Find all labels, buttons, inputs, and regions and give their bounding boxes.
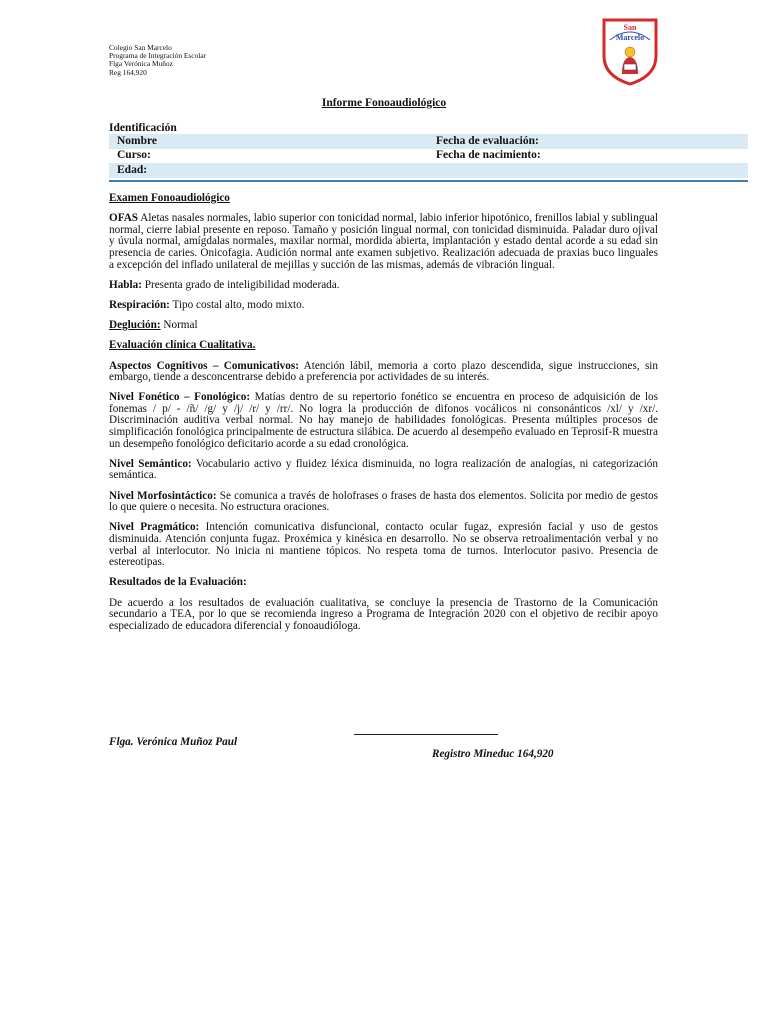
results-heading: Resultados de la Evaluación: (109, 576, 247, 589)
semantico-label: Nivel Semántico: (109, 457, 192, 470)
deglucion-text: Normal (160, 319, 198, 332)
name-label: Nombre (117, 134, 158, 147)
ofas-label: OFAS (109, 212, 139, 225)
habla-paragraph (109, 280, 658, 292)
cognitivos-label: Aspectos Cognitivos – Comunicativos: (109, 359, 299, 372)
ident-row (109, 163, 748, 178)
fonetico-paragraph (109, 392, 658, 450)
results-paragraph: De acuerdo a los resultados de evaluación cualitativa, se concluye la presencia de Trastorno de la Comunicación secundario a TEA, por lo que se recomienda ingreso a Programa de Integración 2020 con el objetivo de recibir apoyo especializado de educadora diferencial y fonoaudióloga. (109, 596, 658, 632)
signature-name: Flga. Verónica Muñoz Paul (109, 736, 238, 748)
birth-date-label: Fecha de nacimiento: (436, 149, 541, 161)
respiracion-text: Tipo costal alto, modo mixto. (169, 298, 305, 311)
identification-heading: Identificación (109, 122, 177, 134)
fonetico-label: Nivel Fonético – Fonológico: (109, 391, 251, 404)
ident-row (109, 134, 748, 149)
habla-text: Presenta grado de inteligibilidad moderada. (141, 278, 340, 291)
morfo-text: Se comunica a través de holofrases o frases de hasta dos elementos. Solicita por medio de gestos lo que quiere o necesita. No estructura oraciones. (109, 489, 658, 514)
semantico-paragraph (109, 459, 658, 482)
evaluation-heading: Evaluación clínica Cualitativa. (109, 339, 256, 352)
logo-text-top: San (623, 23, 637, 32)
respiracion-label: Respiración: (109, 298, 170, 311)
school-name: Colegio San Marcelo (109, 43, 172, 52)
table-divider (109, 180, 748, 182)
exam-heading: Examen Fonoaudiológico (109, 192, 230, 204)
cognitivos-paragraph (109, 361, 658, 384)
fonetico-text: Matías dentro de su repertorio fonético se encuentra en proceso de adquisición de los fonemas / p/ - /ñ/ /g/ y /j/ /r/ y /rr/. No logra la producción de difonos vocálicos ni consonánticos /xl/ y /xr/. Discriminación auditiva verbal normal. No hay manejo de habilidades fonológicas. Presenta múltiples procesos de simplificación fonológica principalmente de estructura silábica. De acuerdo al desempeño evaluado en Teprosif-R muestra un desempeño fonológico deficitario acorde a su edad cronológica. (109, 391, 659, 450)
ident-row (109, 149, 748, 164)
eval-date-label: Fecha de evaluación: (436, 134, 539, 147)
school-header (109, 44, 206, 77)
pragmatico-text: Intención comunicativa disfuncional, contacto ocular fugaz, expresión facial y uso de gestos disminuida. Atención conjunta fugaz. Proxémica y kinésica en desarrollo. No se observa retroalimentación verbal y no verbal al interlocutor. No inicia ni mantiene tópicos. No respeta toma de turnos. Interlocutor pasivo. Presencia de estereotipas. (109, 521, 658, 569)
habla-label: Habla: (109, 278, 142, 291)
logo-text-bottom: Marcelo (615, 33, 645, 42)
school-logo-icon (600, 16, 660, 86)
age-label: Edad: (117, 163, 148, 176)
report-body (109, 193, 658, 641)
course-label: Curso: (117, 149, 151, 161)
ofas-text: Aletas nasales normales, labio superior con tonicidad normal, labio inferior hipotónico, frenillos labial y sublingual normal, cierre labial presente en reposo. Tamaño y posición lingual normal, con tonicidad disminuida. Paladar duro ojival y úvula normal, amígdalas normales, maxilar normal, mordida abierta, implantación y estado dental acorde a su edad sin presencia de caries. Onicofagia. Audición normal ante examen subjetivo. Realización adecuada de praxias buco linguales a excepción del inflado unilateral de mejillas y succión de las mismas, además de vibración lingual. (109, 212, 658, 271)
identification-table (109, 134, 748, 178)
deglucion-label: Deglución: (109, 319, 161, 332)
registration-number: Reg 164,920 (109, 67, 147, 77)
pragmatico-paragraph (109, 522, 658, 568)
report-title: Informe Fonoaudiológico (321, 97, 447, 109)
signature-registration: Registro Mineduc 164,920 (432, 748, 554, 760)
respiracion-paragraph (109, 300, 658, 312)
cognitivos-text: Atención lábil, memoria a corto plazo descendida, sigue instrucciones, sin embargo, tiende a desconcentrarse debido a preferencia por actividades de su interés. (109, 359, 658, 384)
signature-line (354, 734, 498, 735)
morfo-label: Nivel Morfosintáctico: (109, 489, 217, 502)
ofas-paragraph (109, 213, 658, 271)
pragmatico-label: Nivel Pragmático: (109, 521, 200, 534)
morfo-paragraph (109, 491, 658, 514)
author-name: Flga Verónica Muñoz (109, 59, 173, 69)
program-name: Programa de Integración Escolar (109, 51, 207, 61)
semantico-text: Vocabulario activo y fluidez léxica disminuida, no logra realización de analogías, ni categorización semántica. (109, 457, 658, 482)
deglucion-paragraph (109, 320, 658, 332)
